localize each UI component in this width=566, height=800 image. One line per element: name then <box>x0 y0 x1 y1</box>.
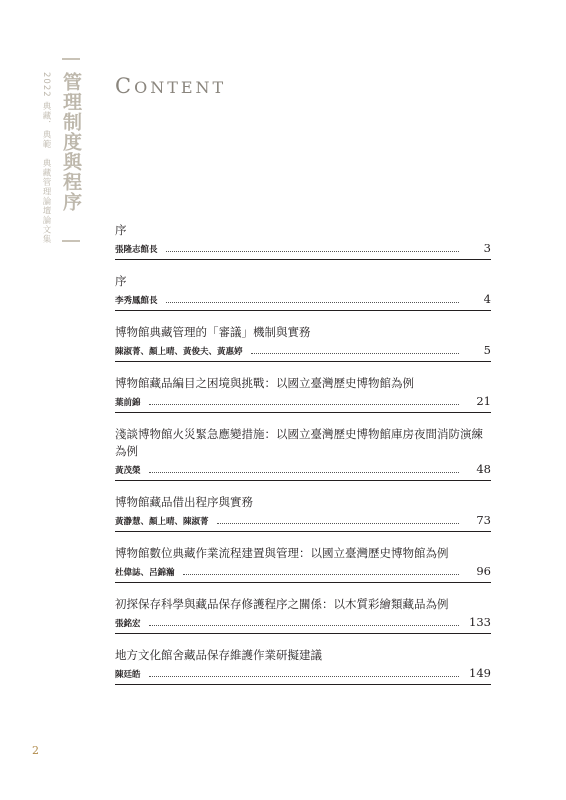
toc-divider <box>115 412 491 413</box>
toc-divider <box>115 582 491 583</box>
toc-entry-title: 博物館數位典藏作業流程建置與管理：以國立臺灣歷史博物館為例 <box>115 546 449 560</box>
toc-entry-author: 張銘宏 <box>115 619 141 629</box>
toc-divider <box>115 361 491 362</box>
toc-entry-title: 地方文化館舍藏品保存維護作業研擬建議 <box>115 648 322 662</box>
toc-entry <box>115 426 491 481</box>
toc-divider <box>115 684 491 685</box>
toc-entry-page: 4 <box>483 292 491 306</box>
toc-entry-author: 黃瀞慧、顏上晴、陳淑菁 <box>115 517 209 527</box>
toc-entry <box>115 545 491 583</box>
toc-entry-title: 淺談博物館火災緊急應變措施：以國立臺灣歷史博物館庫房夜間消防演練為例 <box>115 427 483 458</box>
toc-entry-title: 博物館典藏管理的「審議」機制與實務 <box>115 325 311 339</box>
sidebar-top-rule <box>62 58 80 60</box>
toc-leader-dots <box>149 471 459 473</box>
toc-entry-title: 序 <box>115 274 127 288</box>
page-title-rest: ONTENT <box>134 78 227 97</box>
toc-entry-page: 21 <box>476 394 491 408</box>
toc-entry-author: 張隆志館長 <box>115 245 158 255</box>
toc-entry <box>115 375 491 413</box>
toc-entry <box>115 324 491 362</box>
toc-entry-title: 博物館藏品編目之困境與挑戰：以國立臺灣歷史博物館為例 <box>115 376 414 390</box>
toc-leader-dots <box>183 573 459 575</box>
sidebar-subtitle: 2022 典藏．典範 典藏管理論壇論文集 <box>41 72 51 244</box>
toc-entry <box>115 647 491 685</box>
toc-entry-author: 陳淑菁、顏上晴、黃俊夫、黃惠婷 <box>115 347 243 357</box>
toc-divider <box>115 480 491 481</box>
toc-leader-dots <box>149 403 459 405</box>
toc-entry <box>115 273 491 311</box>
toc-leader-dots <box>149 675 459 677</box>
toc-entry-page: 73 <box>476 513 491 527</box>
toc-entry-author: 杜偉誌、呂錦瀚 <box>115 568 175 578</box>
toc-leader-dots <box>217 522 459 524</box>
toc-entry <box>115 596 491 634</box>
toc-entry-page: 133 <box>469 615 491 629</box>
toc-entry-page: 3 <box>483 241 491 255</box>
toc-leader-dots <box>251 352 459 354</box>
toc-entry-author: 黃茂榮 <box>115 466 141 476</box>
toc-entry-page: 96 <box>476 564 491 578</box>
table-of-contents <box>115 222 491 698</box>
toc-leader-dots <box>166 301 459 303</box>
page-title <box>115 74 226 98</box>
toc-divider <box>115 633 491 634</box>
sidebar-bottom-rule <box>62 240 80 242</box>
sidebar-main-title: 管理制度與程序 <box>60 72 82 212</box>
toc-entry-page: 149 <box>469 666 491 680</box>
toc-divider <box>115 310 491 311</box>
toc-entry <box>115 222 491 260</box>
toc-entry-page: 5 <box>483 343 491 357</box>
page-title-first-letter: C <box>115 74 135 98</box>
toc-divider <box>115 531 491 532</box>
toc-entry-author: 李秀鳳館長 <box>115 296 158 306</box>
toc-entry-author: 葉前錦 <box>115 398 141 408</box>
toc-entry-title: 序 <box>115 223 127 237</box>
page-number: 2 <box>32 744 39 757</box>
toc-leader-dots <box>149 624 459 626</box>
toc-leader-dots <box>166 250 459 252</box>
toc-entry-title: 博物館藏品借出程序與實務 <box>115 495 253 509</box>
toc-entry <box>115 494 491 532</box>
toc-entry-author: 陳廷皓 <box>115 670 141 680</box>
toc-entry-page: 48 <box>476 462 491 476</box>
toc-entry-title: 初探保存科學與藏品保存修護程序之關係：以木質彩繪類藏品為例 <box>115 597 449 611</box>
toc-divider <box>115 259 491 260</box>
